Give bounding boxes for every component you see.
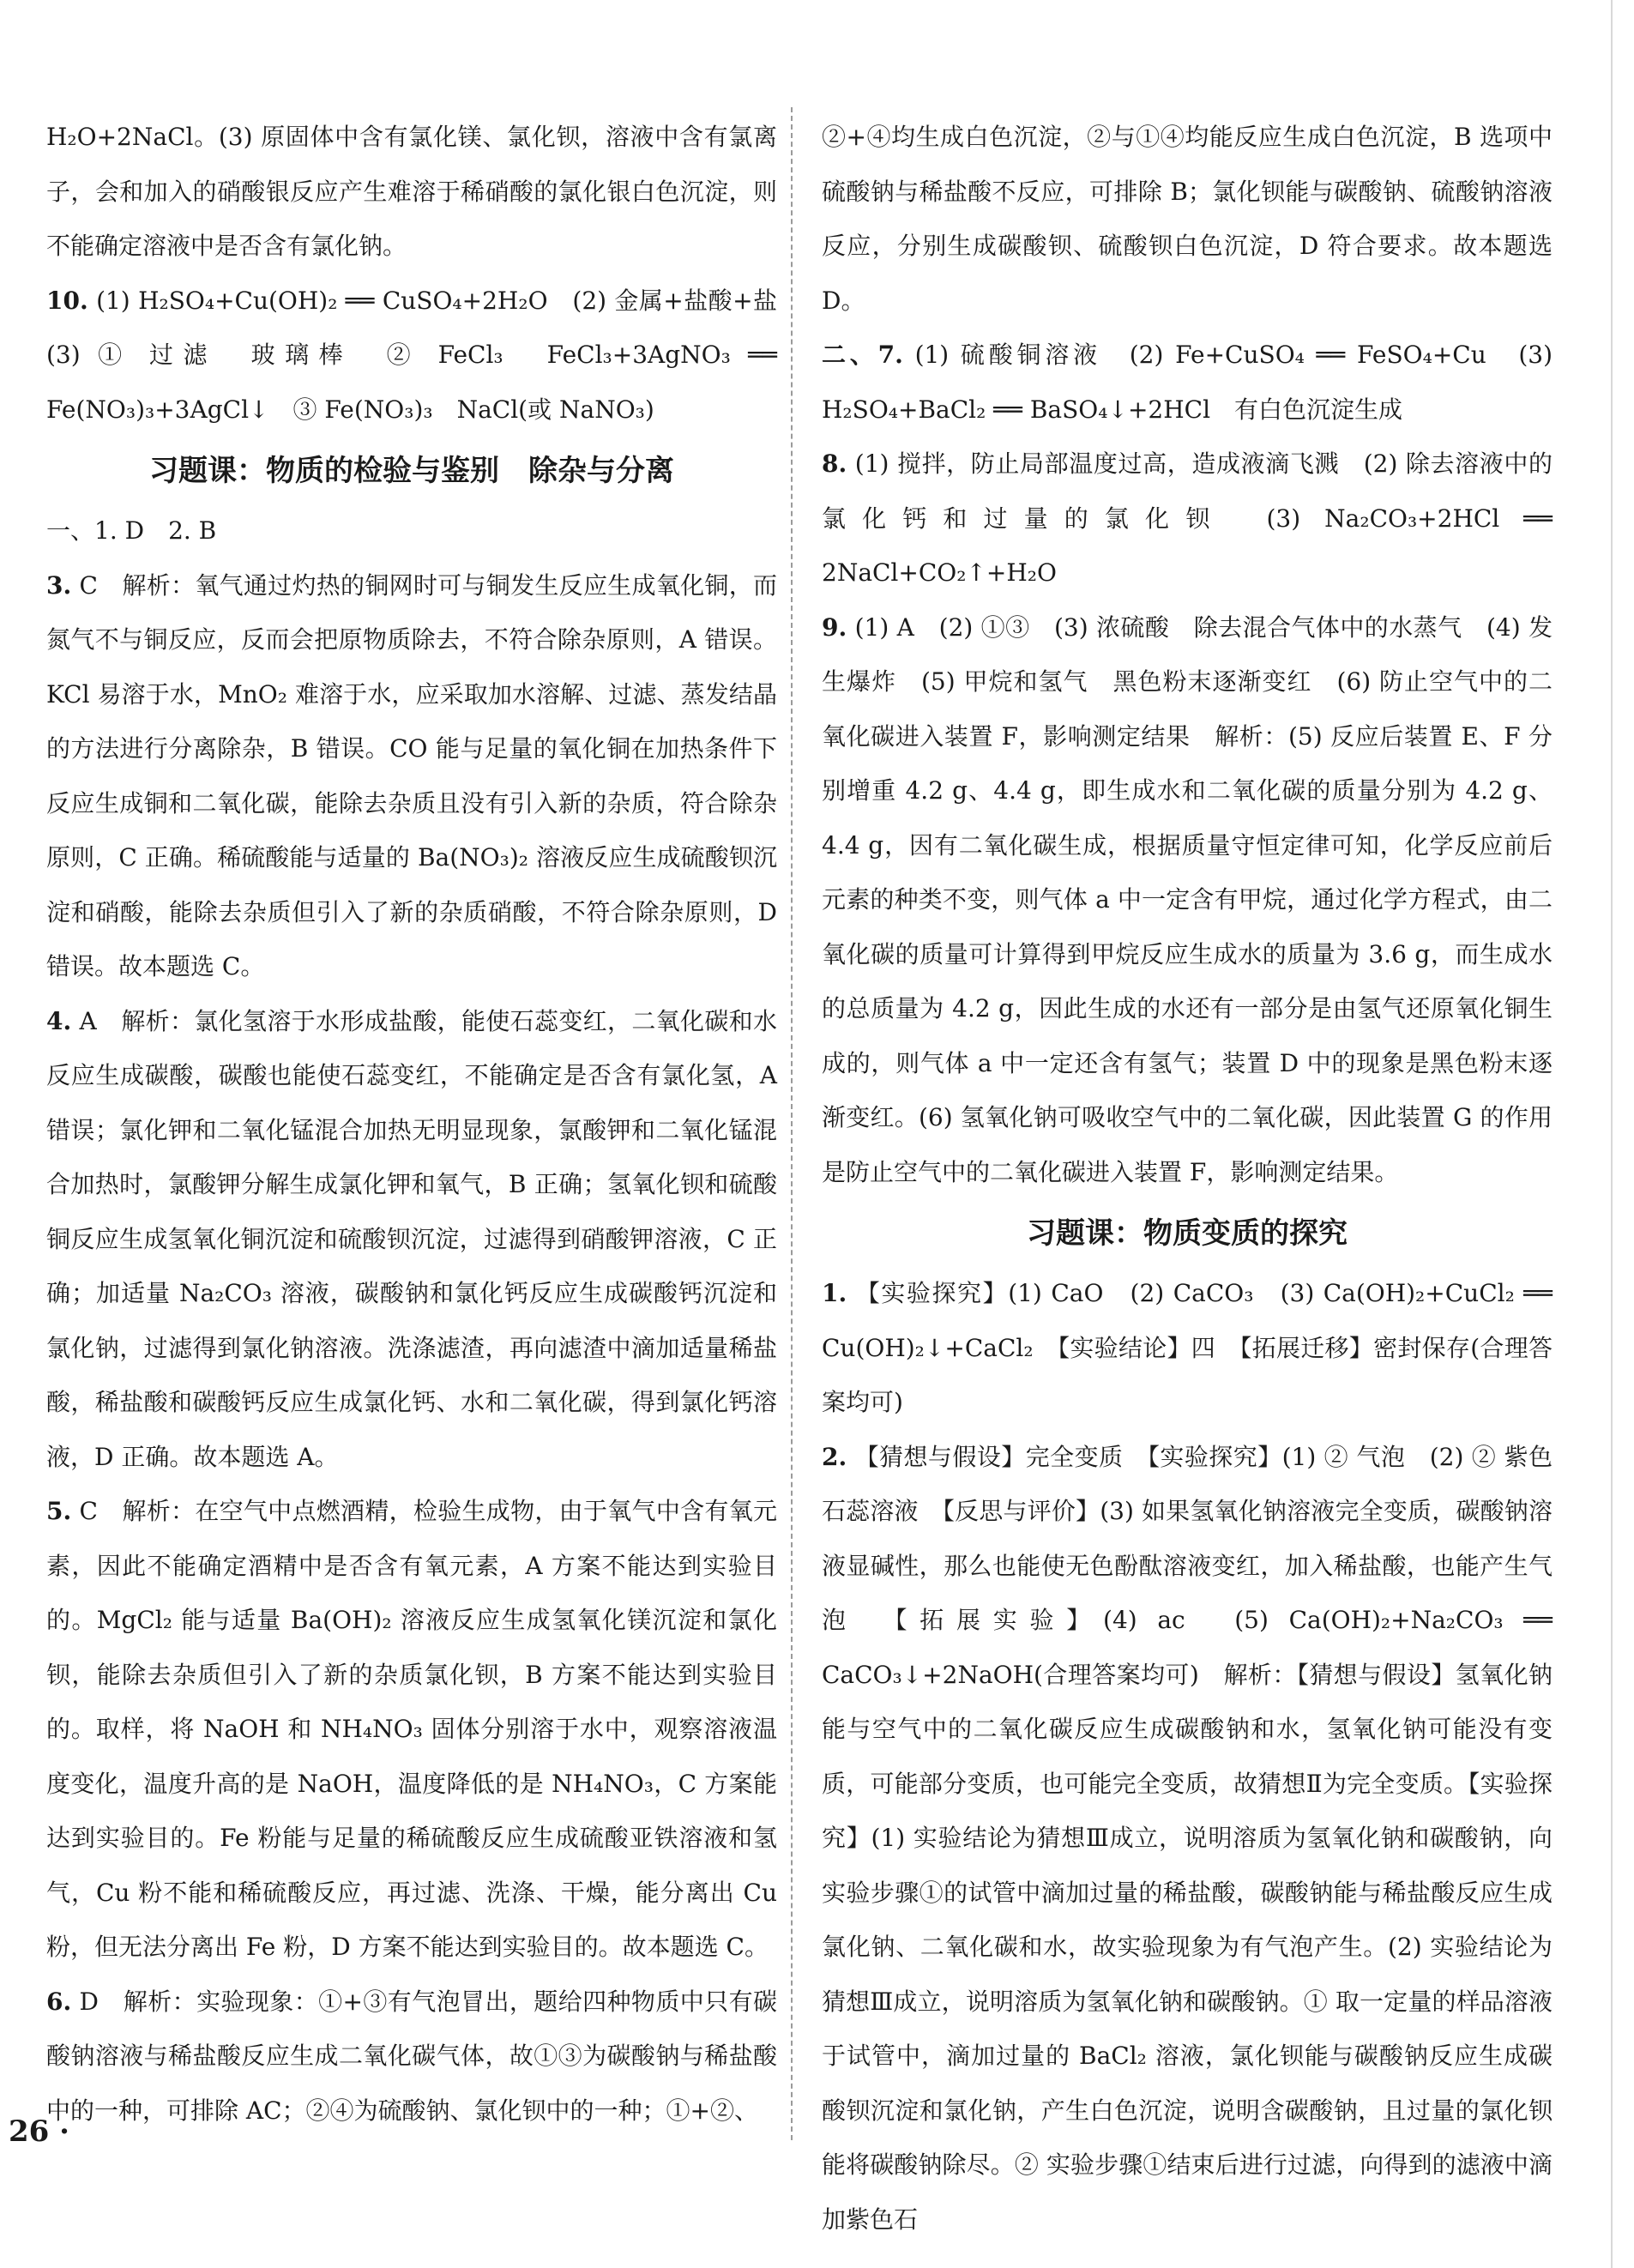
answer-text: C 解析：氧气通过灼热的铜网时可与铜发生反应生成氧化铜，而氮气不与铜反应，反而会把原物质除去，不符合除杂原则，A 错误。KCl 易溶于水，MnO₂ 难溶于水，应采取加水溶解、过滤、蒸发结晶的方法进行分离除杂，B 错误。CO 能与足量的氧化铜在加热条件下反应生成铜和二氧化碳，能除去杂质且没有引入新的杂质，符合除杂原则，C 正确。稀硫酸能与适量的 Ba(NO₃)₂ 溶液反应生成硫酸钡沉淀和硝酸，能除去杂质但引入了新的杂质硝酸，不符合除杂原则，D 错误。故本题选 C。 [46,570,777,980]
answer-paragraph [46,1484,777,1975]
column-divider [791,107,793,2140]
question-number: 9. [822,612,847,642]
answer-paragraph [822,1430,1553,2247]
answer-paragraph [822,328,1553,437]
answer-paragraph [46,1975,777,2138]
question-number: 8. [822,449,847,478]
page-edge-rule [1611,0,1613,2268]
section-heading: 习题课：物质变质的探究 [1027,1216,1348,1251]
answer-text: 【实验探究】(1) CaO (2) CaCO₃ (3) Ca(OH)₂+CuCl₂ ══ Cu(OH)₂↓+CaCl₂ 【实验结论】四 【拓展迁移】密封保存(合理答案均可) [822,1279,1553,1416]
answer-paragraph [822,110,1553,328]
answer-paragraph [46,558,777,994]
answer-text: H₂O+2NaCl。(3) 原固体中含有氯化镁、氯化钡，溶液中含有氯离子，会和加入的硝酸银反应产生难溶于稀硝酸的氯化银白色沉淀，则不能确定溶液中是否含有氯化钠。 [46,123,777,260]
question-number: 1. [822,1279,847,1307]
answer-text: (1) A (2) ①③ (3) 浓硫酸 除去混合气体中的水蒸气 (4) 发生爆炸 (5) 甲烷和氢气 黑色粉末逐渐变红 (6) 防止空气中的二氧化碳进入装置 F，影响测定结果 解析：(5) 反应后装置 E、F 分别增重 4.2 g、4.4 g，即生成水和二氧化碳的质量分别为 4.2 g、4.4 g，因有二氧化碳生成，根据质量守恒定律可知，化学反应前后元素的种类不变，则气体 a 中一定含有甲烷，通过化学方程式，由二氧化碳的质量可计算得到甲烷反应生成水的质量为 3.6 g，而生成水的总质量为 4.2 g，因此生成的水还有一部分是由氢气还原氧化铜生成的，则气体 a 中一定还含有氢气；装置 D 中的现象是黑色粉末逐渐变红。(6) 氢氧化钠可吸收空气中的二氧化碳，因此装置 G 的作用是防止空气中的二氧化碳进入装置 F，影响测定结果。 [822,612,1553,1186]
section-heading: 习题课：物质的检验与鉴别 除杂与分离 [149,454,674,488]
right-column [822,110,1553,2247]
page-number: 26 · [9,2114,69,2149]
answer-paragraph [46,110,777,274]
answer-paragraph [46,994,777,1485]
answer-paragraph [46,274,802,437]
question-number: 10. [46,286,88,315]
answer-text: D 解析：实验现象：①+③有气泡冒出，题给四种物质中只有碳酸钠溶液与稀盐酸反应生成二氧化碳气体，故①③为碳酸钠与稀盐酸中的一种，可排除 AC；②④为硫酸钠、氯化钡中的一种；①+②、 [46,1987,777,2125]
left-column [46,110,802,2138]
answer-text: (1) H₂SO₄+Cu(OH)₂ ══ CuSO₄+2H₂O (2) 金属+盐酸+盐 (3) ① 过滤 玻璃棒 ② FeCl₃ FeCl₃+3AgNO₃ ══ Fe(NO₃)₃+3AgCl↓ ③ Fe(NO₃)₃ NaCl(或 NaNO₃) [46,286,802,424]
question-number: 5. [46,1497,72,1525]
question-number: 6. [46,1987,72,2016]
question-number: 2. [822,1442,847,1471]
answer-text: (1) 硫酸铜溶液 (2) Fe+CuSO₄ ══ FeSO₄+Cu (3) H₂SO₄+BaCl₂ ══ BaSO₄↓+2HCl 有白色沉淀生成 [822,341,1553,424]
answer-paragraph [822,600,1553,1200]
answer-paragraph [822,1266,1553,1430]
question-number: 二、7. [822,341,903,369]
question-number: 3. [46,570,72,600]
answer-text: 【猜想与假设】完全变质 【实验探究】(1) ② 气泡 (2) ② 紫色石蕊溶液 【反思与评价】(3) 如果氢氧化钠溶液完全变质，碳酸钠溶液显碱性，那么也能使无色酚酞溶液变红，加入稀盐酸，也能产生气泡 【拓展实验】(4) ac (5) Ca(OH)₂+Na₂CO₃ ══ CaCO₃↓+2NaOH(合理答案均可) 解析：【猜想与假设】氢氧化钠能与空气中的二氧化碳反应生成碳酸钠和水，氢氧化钠可能没有变质，可能部分变质，也可能完全变质，故猜想Ⅱ为完全变质。【实验探究】(1) 实验结论为猜想Ⅲ成立，说明溶质为氢氧化钠和碳酸钠，向实验步骤①的试管中滴加过量的稀盐酸，碳酸钠能与稀盐酸反应生成氯化钠、二氧化碳和水，故实验现象为有气泡产生。(2) 实验结论为猜想Ⅲ成立，说明溶质为氢氧化钠和碳酸钠。① 取一定量的样品溶液于试管中，滴加过量的 BaCl₂ 溶液，氯化钡能与碳酸钠反应生成碳酸钡沉淀和氯化钠，产生白色沉淀，说明含碳酸钠，且过量的氯化钡能将碳酸钠除尽。② 实验步骤①结束后进行过滤，向得到的滤液中滴加紫色石 [822,1442,1553,2234]
answer-paragraph [822,437,1553,600]
question-number: 4. [46,1006,72,1035]
answer-text: C 解析：在空气中点燃酒精，检验生成物，由于氧气中含有氧元素，因此不能确定酒精中是否含有氧元素，A 方案不能达到实验目的。MgCl₂ 能与适量 Ba(OH)₂ 溶液反应生成氢氧化镁沉淀和氯化钡，能除去杂质但引入了新的杂质氯化钡，B 方案不能达到实验目的。取样，将 NaOH 和 NH₄NO₃ 固体分别溶于水中，观察溶液温度变化，温度升高的是 NaOH，温度降低的是 NH₄NO₃，C 方案能达到实验目的。Fe 粉能与足量的稀硫酸反应生成硫酸亚铁溶液和氢气，Cu 粉不能和稀硫酸反应，再过滤、洗涤、干燥，能分离出 Cu 粉，但无法分离出 Fe 粉，D 方案不能达到实验目的。故本题选 C。 [46,1497,777,1961]
answer-paragraph [46,504,777,558]
answer-text: ②+④均生成白色沉淀，②与①④均能反应生成白色沉淀，B 选项中硫酸钠与稀盐酸不反应，可排除 B；氯化钡能与碳酸钠、硫酸钠溶液反应，分别生成碳酸钡、硫酸钡白色沉淀，D 符合要求。故本题选 D。 [822,123,1553,315]
answer-text: 一、1. D 2. B [46,516,217,545]
answer-text: (1) 搅拌，防止局部温度过高，造成液滴飞溅 (2) 除去溶液中的氯化钙和过量的氯化钡 (3) Na₂CO₃+2HCl ══ 2NaCl+CO₂↑+H₂O [822,449,1553,587]
answer-text: A 解析：氯化氢溶于水形成盐酸，能使石蕊变红，二氧化碳和水反应生成碳酸，碳酸也能使石蕊变红，不能确定是否含有氯化氢，A 错误；氯化钾和二氧化锰混合加热无明显现象，氯酸钾和二氧化锰混合加热时，氯酸钾分解生成氯化钾和氧气，B 正确；氢氧化钡和硫酸铜反应生成氢氧化铜沉淀和硫酸钡沉淀，过滤得到硝酸钾溶液，C 正确；加适量 Na₂CO₃ 溶液，碳酸钠和氯化钙反应生成碳酸钙沉淀和氯化钠，过滤得到氯化钠溶液。洗涤滤渣，再向滤渣中滴加适量稀盐酸，稀盐酸和碳酸钙反应生成氯化钙、水和二氧化碳，得到氯化钙溶液，D 正确。故本题选 A。 [46,1006,777,1471]
